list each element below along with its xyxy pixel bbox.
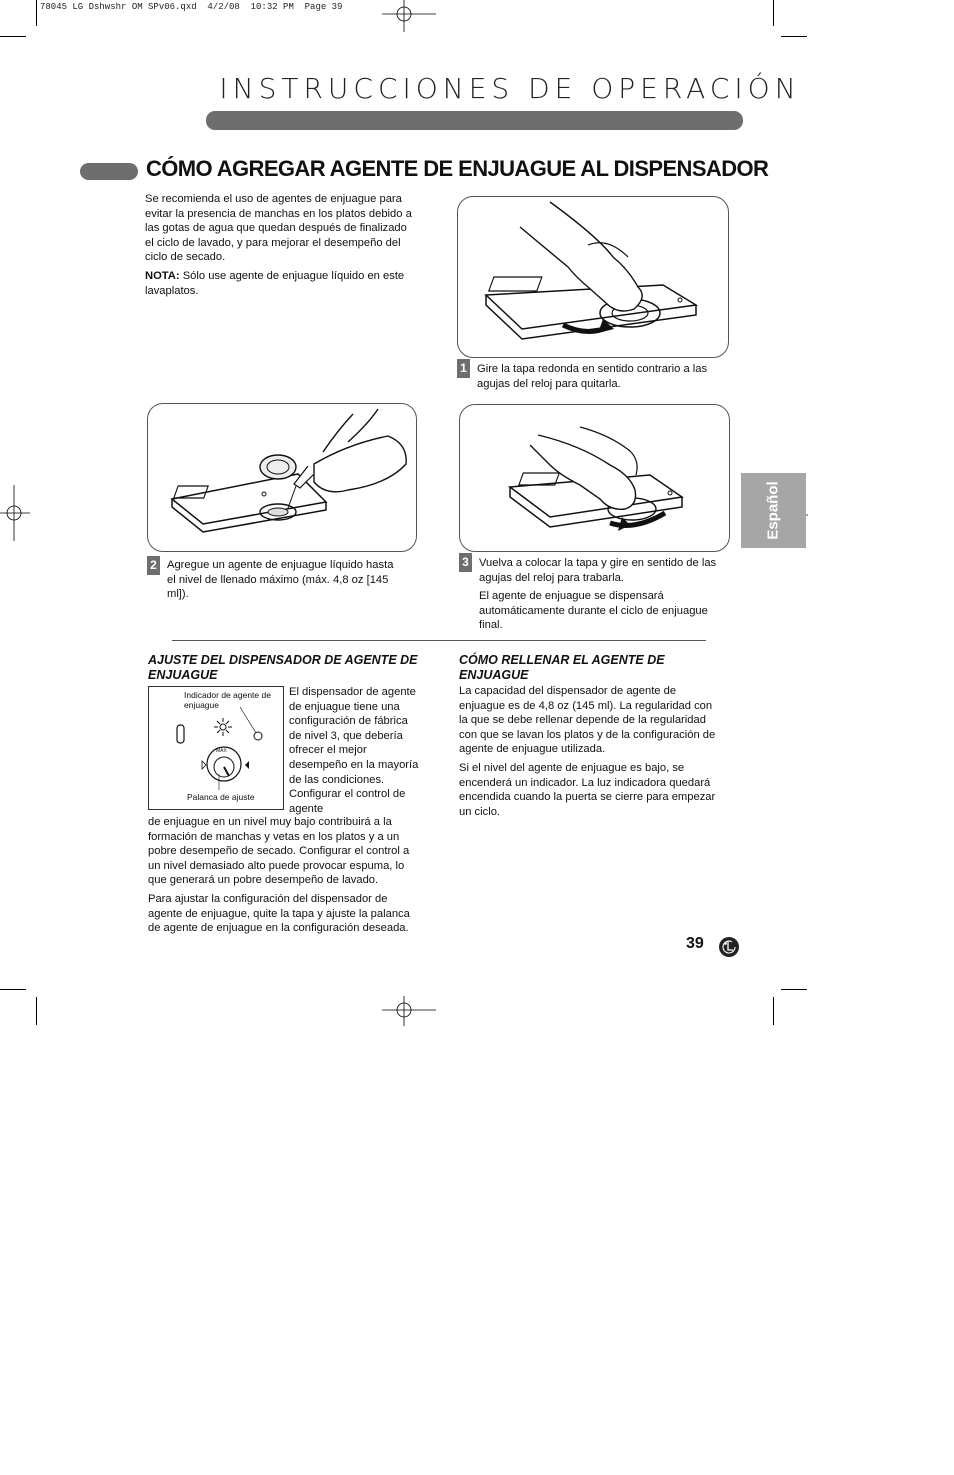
dispenser-fill-drawing [148, 404, 416, 551]
intro-text: Se recomienda el uso de agentes de enjuague para evitar la presencia de manchas en los platos debido a las gotas de agua que quedan después de finalizado el ciclo de lavado, y para mejorar el desempeño del ciclo de secado. [145, 193, 412, 264]
page-number: 39 [686, 935, 704, 952]
registration-mark-top [382, 0, 436, 32]
refill-paragraph-2: Si el nivel del agente de enjuague es bajo, se encenderá un indicador. La luz indicadora quedará encendida cuando la puerta se cierre para empezar un ciclo. [459, 761, 716, 818]
refill-text-block [459, 684, 721, 819]
refill-paragraph-1: La capacidad del dispensador de agente de enjuague es de 4,8 oz (145 ml). La regularidad con la que se debe rellenar depende de la regularidad con que se lavan los platos y de la configuración de agente de enjuague utilizada. [459, 685, 716, 756]
title-bar [206, 111, 743, 130]
dial-max-label: MAX [216, 748, 227, 754]
adjust-paragraph-side: El dispensador de agente de enjuague tiene una configuración de fábrica de nivel 3, que debería ofrecer el mejor desempeño en la mayoría de las condiciones. Configurar el control de agente [289, 686, 419, 815]
page-title: INSTRUCCIONES DE OPERACIÓN [219, 72, 801, 105]
note-text: Sólo use agente de enjuague líquido en este lavaplatos. [145, 269, 405, 297]
crop-mark [36, 0, 37, 26]
crop-mark [0, 989, 26, 990]
section-divider [172, 640, 706, 641]
intro-block [145, 192, 415, 298]
language-tab-label: Español [764, 481, 782, 540]
refill-heading: CÓMO RELLENAR EL AGENTE DE ENJUAGUE [459, 653, 665, 682]
lever-label: Palanca de ajuste [187, 792, 255, 802]
indicator-label: Indicador de agente de enjuague [184, 690, 271, 710]
step-3-text-2: El agente de enjuague se dispensará automáticamente durante el ciclo de enjuague final. [479, 590, 708, 632]
crop-mark [781, 36, 807, 37]
sun-icon [214, 718, 232, 736]
section-title: CÓMO AGREGAR AGENTE DE ENJUAGUE AL DISPENSADOR [146, 156, 769, 181]
step-1-text: Gire la tapa redonda en sentido contrario a las agujas del reloj para quitarla. [477, 363, 708, 390]
step-2-text: Agregue un agente de enjuague líquido hasta el nivel de llenado máximo (máx. 4,8 oz [145 ml]). [167, 559, 394, 601]
step-2-illustration [147, 403, 417, 552]
printer-slug: 78045 LG Dshwshr OM SPv06.qxd 4/2/08 10:32 PM Page 39 [40, 2, 343, 12]
language-tab-label-wrap [741, 473, 806, 548]
step-2-number: 2 [147, 556, 160, 575]
adjust-text-block [148, 815, 418, 936]
step-3-text: Vuelva a colocar la tapa y gire en sentido de las agujas del reloj para trabarla. [479, 557, 717, 584]
dispenser-remove-cap-drawing [458, 197, 728, 357]
crop-mark [0, 36, 26, 37]
adjust-paragraph-2: Para ajustar la configuración del dispensador de agente de enjuague, quite la tapa y ajuste la palanca de agente de enjuague en la configuración deseada. [148, 892, 410, 935]
note-label: NOTA: [145, 269, 180, 282]
registration-mark-left [0, 485, 30, 541]
step-3-number: 3 [459, 553, 472, 572]
crop-mark [773, 997, 774, 1025]
adjust-heading: AJUSTE DEL DISPENSADOR DE AGENTE DE ENJUAGUE [148, 653, 418, 682]
crop-mark [36, 997, 37, 1025]
lg-logo-icon [718, 936, 740, 958]
crop-mark [781, 989, 807, 990]
registration-mark-bottom [382, 996, 436, 1026]
adjust-paragraph-rest: de enjuague en un nivel muy bajo contribuirá a la formación de manchas y vetas en los platos y a un pobre desempeño de secado. Configurar el control a un nivel demasiado alto puede provocar espuma, lo que generará un pobre desempeño de lavado. [148, 816, 410, 887]
step-1-number: 1 [457, 359, 470, 378]
intro-note [145, 269, 415, 298]
section-marker [80, 163, 138, 180]
dispenser-replace-cap-drawing [460, 405, 729, 551]
crop-mark [773, 0, 774, 26]
step-1-illustration [457, 196, 729, 358]
step-3-illustration [459, 404, 730, 552]
step-3-text-block [479, 556, 719, 633]
